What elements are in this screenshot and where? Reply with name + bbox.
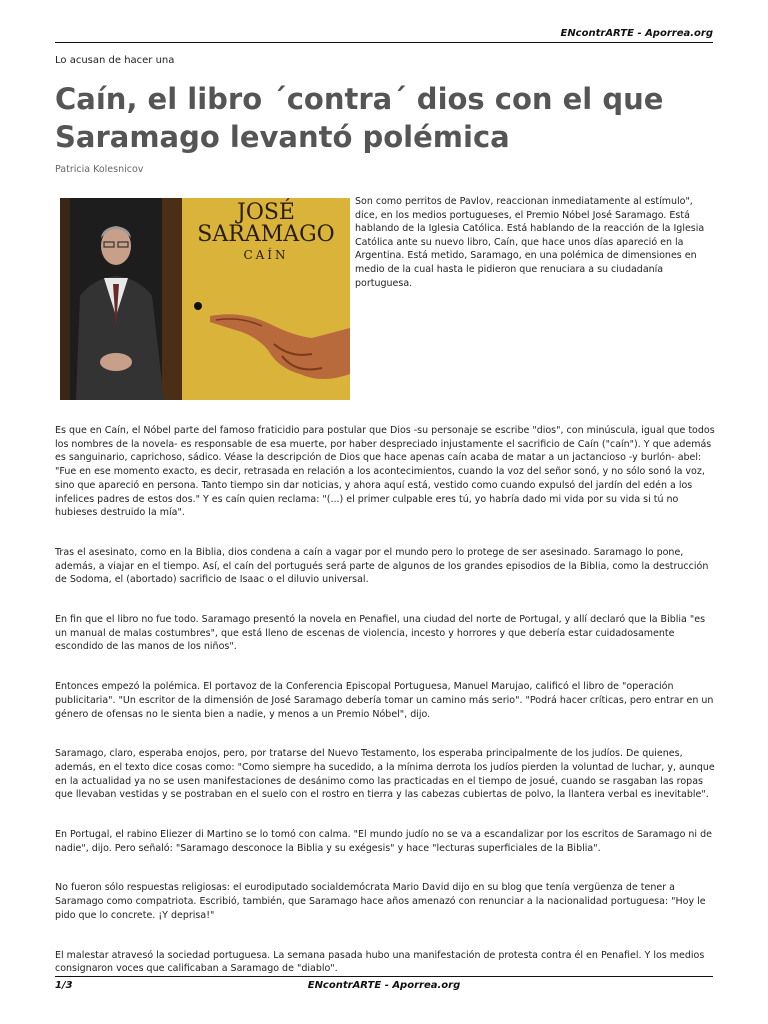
paragraph: En Portugal, el rabino Eliezer di Martino se lo tomó con calma. "El mundo judío no se va a escandalizar por los escritos de Saramago ni de nadie", dijo. Pero señaló: "Saramago desconoce la Biblia y su exégesis" y hace "lecturas superficiales de la Biblia".: [55, 829, 712, 854]
paragraph: El malestar atravesó la sociedad portuguesa. La semana pasada hubo una manifestación de protesta contra él en Penafiel. Y los medios consignaron voces que calificaban a Saramago de "diablo".: [55, 949, 705, 975]
paragraph: Entonces empezó la polémica. El portavoz de la Conferencia Episcopal Portuguesa, Manuel Marujao, calificó el libro de "operación publicitaria". "Un escritor de la dimensión de José Saramago debería tomar un camino más serio". "Podrá hacer críticas, pero entrar en un género de ofensas no le sienta bien a nadie, y menos a un Premio Nóbel", dijo.: [55, 681, 714, 720]
paragraph: Tras el asesinato, como en la Biblia, dios condena a caín a vagar por el mundo pero lo protege de ser asesinado. Saramago lo pone, además, a viajar en el tiempo. Así, el caín del portugués será parte de algunos de los grandes episodios de la Biblia, como la destrucción de Sodoma, el (abortado) sacrificio de Isaac o el diluvio universal.: [55, 546, 709, 586]
cover-author: JOSÉ SARAMAGO: [197, 200, 335, 247]
article-body: [55, 424, 715, 1002]
page-number: 1/3: [55, 980, 73, 991]
article-author: Patricia Kolesnicov: [55, 164, 144, 175]
article-image: [60, 198, 350, 400]
paragraph: En fin que el libro no fue todo. Saramago presentó la novela en Penafiel, una ciudad del norte de Portugal, y allí declaró que la Biblia "es un manual de malas costumbres", que está lleno de escenas de violencia, incesto y horrores y que debería estar cuidadosamente escondido de las manos de los niños".: [55, 614, 706, 653]
article-kicker: Lo acusan de hacer una: [55, 55, 175, 66]
author-figure: [60, 198, 182, 400]
paragraph: No fueron sólo respuestas religiosas: el eurodiputado socialdemócrata Mario David dijo en su blog que tenía vergüenza de tener a Saramago como compatriota. Escribió, también, que Saramago hace años amenazó con renunciar a la nacionalidad portuguesa: "Hoy le pido que lo concrete. ¡Y deprisa!": [55, 882, 706, 921]
author-photo: [60, 198, 182, 400]
header-site: ENcontrARTE - Aporrea.org: [560, 28, 713, 39]
footer-site: ENcontrARTE - Aporrea.org: [307, 980, 461, 991]
intro-paragraph: Son como perritos de Pavlov, reaccionan inmediatamente al estímulo", dice, en los medios portugueses, el Premio Nóbel José Saramago. Está hablando de la Iglesia Católica. Está hablando de la reacción de la Iglesia Católica ante su nuevo libro, Caín, que hace unos días apareció en la Argentina. Está metido, Saramago, en una polémica de dimensiones en medio de la cual hasta le pidieron que renuciara a su ciudadanía portuguesa.: [355, 196, 705, 289]
footer-rule: [55, 976, 713, 977]
paragraph: Es que en Caín, el Nóbel parte del famoso fraticidio para postular que Dios -su personaje se escribe "dios", con minúscula, igual que todos los nombres de la novela- es responsable de esa muerte, por haber despreciado injustamente el sacrificio de Caín ("caín"). Y que además es sanguinario, caprichoso, sádico. Véase la descripción de Dios que hace apenas caín acaba de matar a un jactancioso -y burlón- abel: "Fue en ese momento exacto, es decir, retrasada en relación a los acontecimientos, cuando la voz del señor sonó, y no sólo sonó la voz, sino que apareció en persona. Tanto tiempo sin dar noticias, y ahora aquí está, vestido como cuando expulsó del jardín del edén a los infelices padres de estos dos." Y es caín quien reclama: "(...) el primer culpable eres tú, yo habría dado mi vida por su vida si tú no hubieses destruido la mía".: [55, 425, 715, 519]
header-rule: [55, 42, 713, 43]
paragraph: Saramago, claro, esperaba enojos, pero, por tratarse del Nuevo Testamento, los esperaba principalmente de los judíos. De quienes, además, en el texto dice cosas como: "Como siempre ha sucedido, a la mínima derrota los judíos pierden la voluntad de luchar, y, aunque en la actualidad ya no se usen manifestaciones de desánimo como las practicadas en el tiempo de josué, cuando se rasgaban las ropas que llevaban vestidas y se postraban en el suelo con el rostro en tierra y las cabezas cubiertas de polvo, la llantera verbal es inevitable".: [55, 748, 715, 801]
article-title: Caín, el libro ´contra´ dios con el que Saramago levantó polémica: [55, 82, 664, 154]
cover-title: CAÍN: [243, 248, 289, 262]
